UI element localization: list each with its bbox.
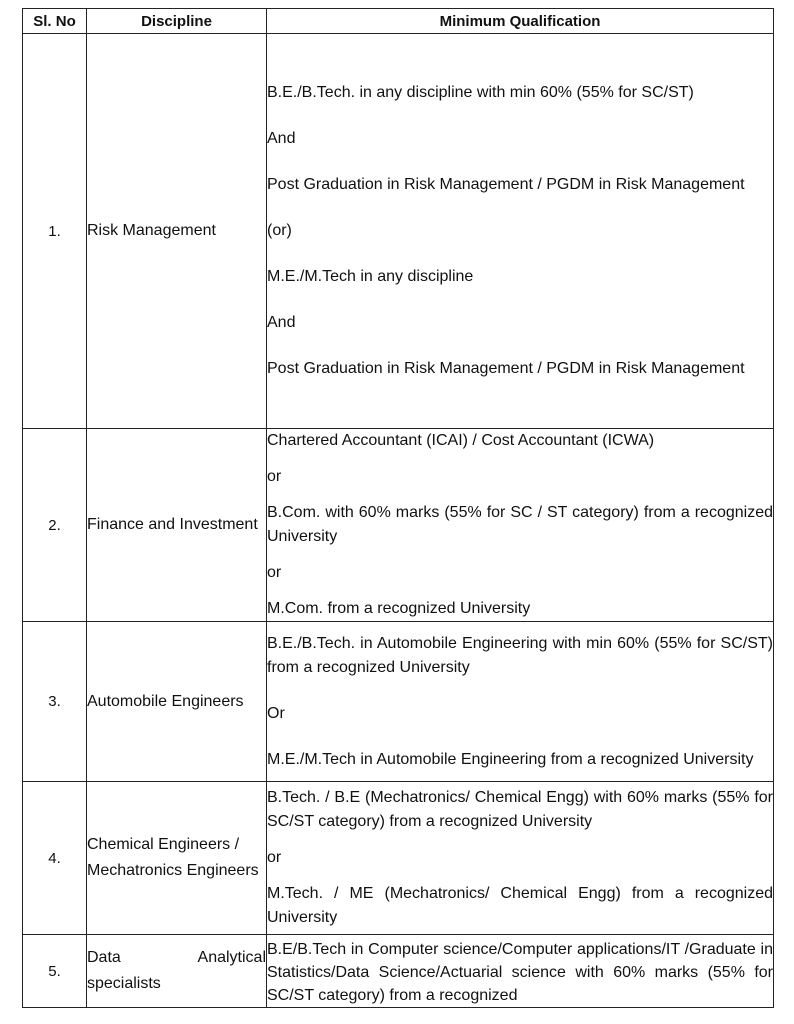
document-page	[22, 8, 773, 1008]
table-row	[23, 429, 774, 622]
qualification-connector: And	[267, 130, 296, 147]
discipline-cell: Chemical Engineers / Mechatronics Engineers	[87, 782, 267, 935]
table-row	[23, 782, 774, 935]
table-header-row	[23, 9, 774, 34]
discipline-cell: Data Analytical specialists	[87, 935, 267, 1008]
qualification-line: Post Graduation in Risk Management / PGDM in Risk Management	[267, 176, 745, 193]
qualification-cell	[267, 34, 774, 429]
discipline-cell: Automobile Engineers	[87, 622, 267, 782]
qualification-cell	[267, 935, 774, 1008]
qualification-cell	[267, 429, 774, 622]
sl-number: 4.	[23, 782, 87, 935]
header-sl-no: Sl. No	[23, 9, 87, 34]
table-row	[23, 34, 774, 429]
header-minimum-qualification: Minimum Qualification	[267, 9, 774, 34]
qualification-line: Post Graduation in Risk Management / PGDM in Risk Management	[267, 360, 745, 377]
qualification-cell	[267, 622, 774, 782]
qualification-connector: (or)	[267, 222, 292, 239]
discipline-cell: Risk Management	[87, 34, 267, 429]
qualification-connector: or	[267, 468, 282, 485]
header-discipline: Discipline	[87, 9, 267, 34]
sl-number: 3.	[23, 622, 87, 782]
table-row	[23, 622, 774, 782]
qualification-line: B.E./B.Tech. in Automobile Engineering with min 60% (55% for SC/ST) from a recognized University	[267, 634, 773, 676]
sl-number: 1.	[23, 34, 87, 429]
qualification-line: B.Com. with 60% marks (55% for SC / ST category) from a recognized University	[267, 504, 773, 545]
qualification-line: B.Tech. / B.E (Mechatronics/ Chemical Engg) with 60% marks (55% for SC/ST category) from a recognized University	[267, 789, 773, 830]
sl-number: 5.	[23, 935, 87, 1008]
sl-number: 2.	[23, 429, 87, 622]
qualification-connector: And	[267, 314, 296, 331]
qualification-table	[22, 8, 774, 1008]
qualification-line: M.E./M.Tech in any discipline	[267, 268, 474, 285]
discipline-cell: Finance and Investment	[87, 429, 267, 622]
qualification-connector: or	[267, 849, 282, 866]
qualification-line: B.E./B.Tech. in any discipline with min 60% (55% for SC/ST)	[267, 84, 694, 101]
qualification-connector: Or	[267, 704, 285, 722]
table-row	[23, 935, 774, 1008]
qualification-line: M.Tech. / ME (Mechatronics/ Chemical Engg) from a recognized University	[267, 885, 773, 926]
qualification-line: M.Com. from a recognized University	[267, 600, 531, 617]
qualification-line: Chartered Accountant (ICAI) / Cost Accountant (ICWA)	[267, 432, 655, 449]
qualification-line: B.E/B.Tech in Computer science/Computer applications/IT /Graduate in Statistics/Data Science/Actuarial science with 60% marks (55% for SC/ST category) from a recognized	[267, 940, 773, 1004]
qualification-cell	[267, 782, 774, 935]
qualification-connector: or	[267, 564, 282, 581]
qualification-line: M.E./M.Tech in Automobile Engineering from a recognized University	[267, 750, 754, 768]
